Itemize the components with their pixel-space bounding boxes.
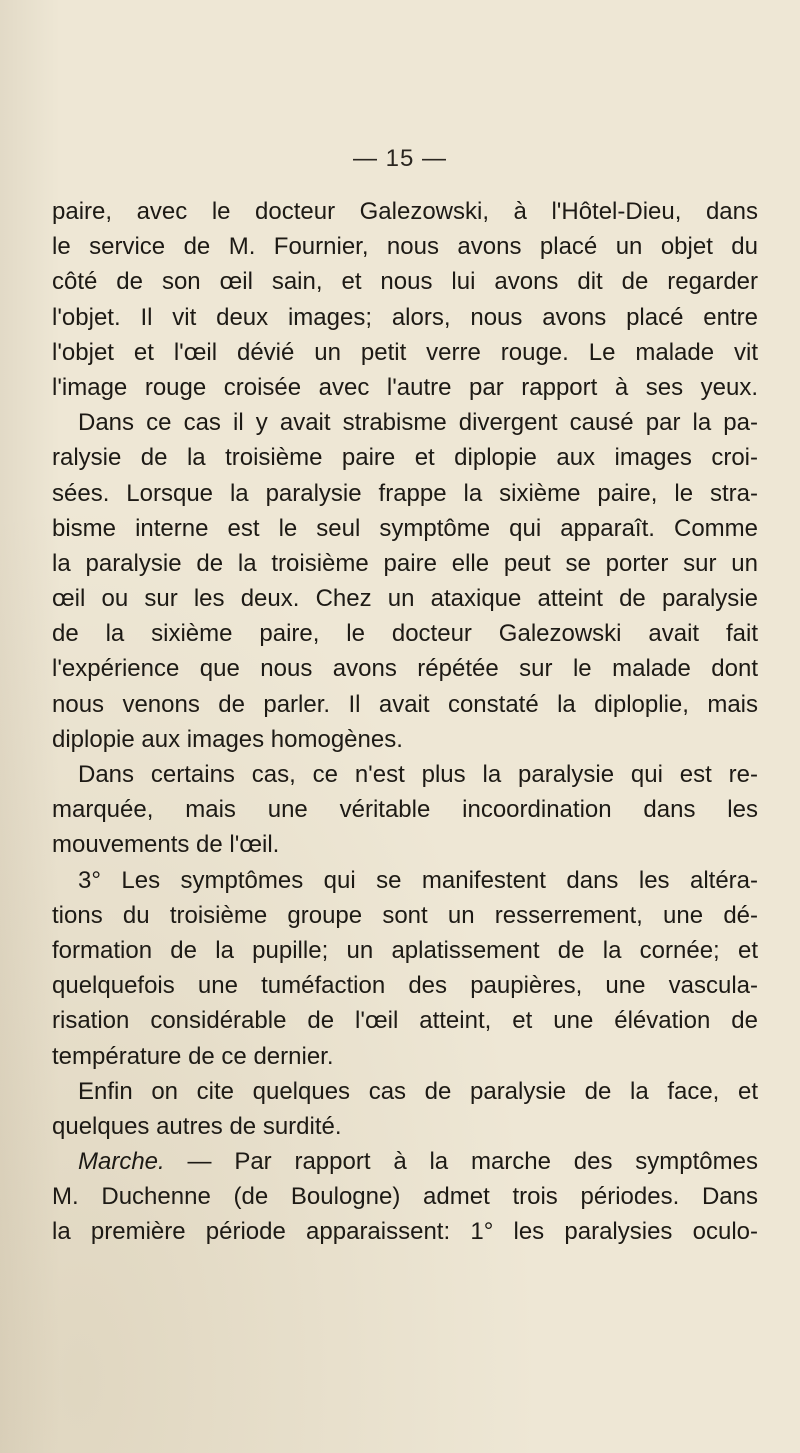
text-line: température de ce dernier.	[52, 1042, 334, 1070]
text-line: Dans ce cas il y avait strabisme divergent causé par la pa-	[78, 409, 758, 437]
text-line: ralysie de la troisième paire et diplopie aux images croi-	[52, 444, 758, 472]
text-line: Enfin on cite quelques cas de paralysie de la face, et	[78, 1077, 758, 1105]
text-line: le service de M. Fournier, nous avons placé un objet du	[52, 233, 758, 261]
text-line: Dans certains cas, ce n'est plus la paralysie qui est re-	[78, 761, 758, 788]
body-text	[52, 194, 758, 1250]
text-line: l'expérience que nous avons répétée sur le malade dont	[52, 655, 758, 683]
text-line: tions du troisième groupe sont un resserrement, une dé-	[52, 901, 758, 929]
text-line: œil ou sur les deux. Chez un ataxique atteint de paralysie	[52, 585, 758, 613]
text-line: quelquefois une tuméfaction des paupières, une vascula-	[52, 972, 758, 1000]
text-line: côté de son œil sain, et nous lui avons dit de regarder	[52, 268, 758, 296]
text-line: M. Duchenne (de Boulogne) admet trois périodes. Dans	[52, 1183, 758, 1211]
text-line: bisme interne est le seul symptôme qui apparaît. Comme	[52, 514, 758, 542]
text-line: de la sixième paire, le docteur Galezowski avait fait	[52, 620, 758, 648]
text-line: mouvements de l'œil.	[52, 831, 280, 859]
text-line: l'objet. Il vit deux images; alors, nous avons placé entre	[52, 303, 758, 331]
text-line: paire, avec le docteur Galezowski, à l'Hôtel-Dieu, dans	[52, 198, 758, 225]
marche-heading: Marche.	[78, 1148, 165, 1176]
marche-text: — Par rapport à la marche des symptômes	[164, 1148, 758, 1176]
text-line: l'image rouge croisée avec l'autre par rapport à ses yeux.	[52, 373, 758, 401]
text-line: sées. Lorsque la paralysie frappe la sixième paire, le stra-	[52, 479, 758, 507]
page-number: — 15 —	[352, 145, 448, 172]
text-line: quelques autres de surdité.	[52, 1112, 342, 1140]
marche-line	[52, 1144, 758, 1179]
text-line: nous venons de parler. Il avait constaté la diploplie, mais	[52, 690, 758, 718]
text-line: marquée, mais une véritable incoordination dans les	[52, 796, 758, 824]
text-line: 3° Les symptômes qui se manifestent dans les altéra-	[78, 866, 758, 894]
text-line: l'objet et l'œil dévié un petit verre rouge. Le malade vit	[52, 338, 758, 366]
text-line: risation considérable de l'œil atteint, et une élévation de	[52, 1007, 758, 1035]
text-line: diplopie aux images homogènes.	[52, 725, 403, 753]
text-line: la paralysie de la troisième paire elle peut se porter sur un	[52, 549, 758, 577]
text-line: la première période apparaissent: 1° les paralysies oculo-	[52, 1218, 758, 1246]
text-line: formation de la pupille; un aplatissement de la cornée; et	[52, 936, 758, 964]
